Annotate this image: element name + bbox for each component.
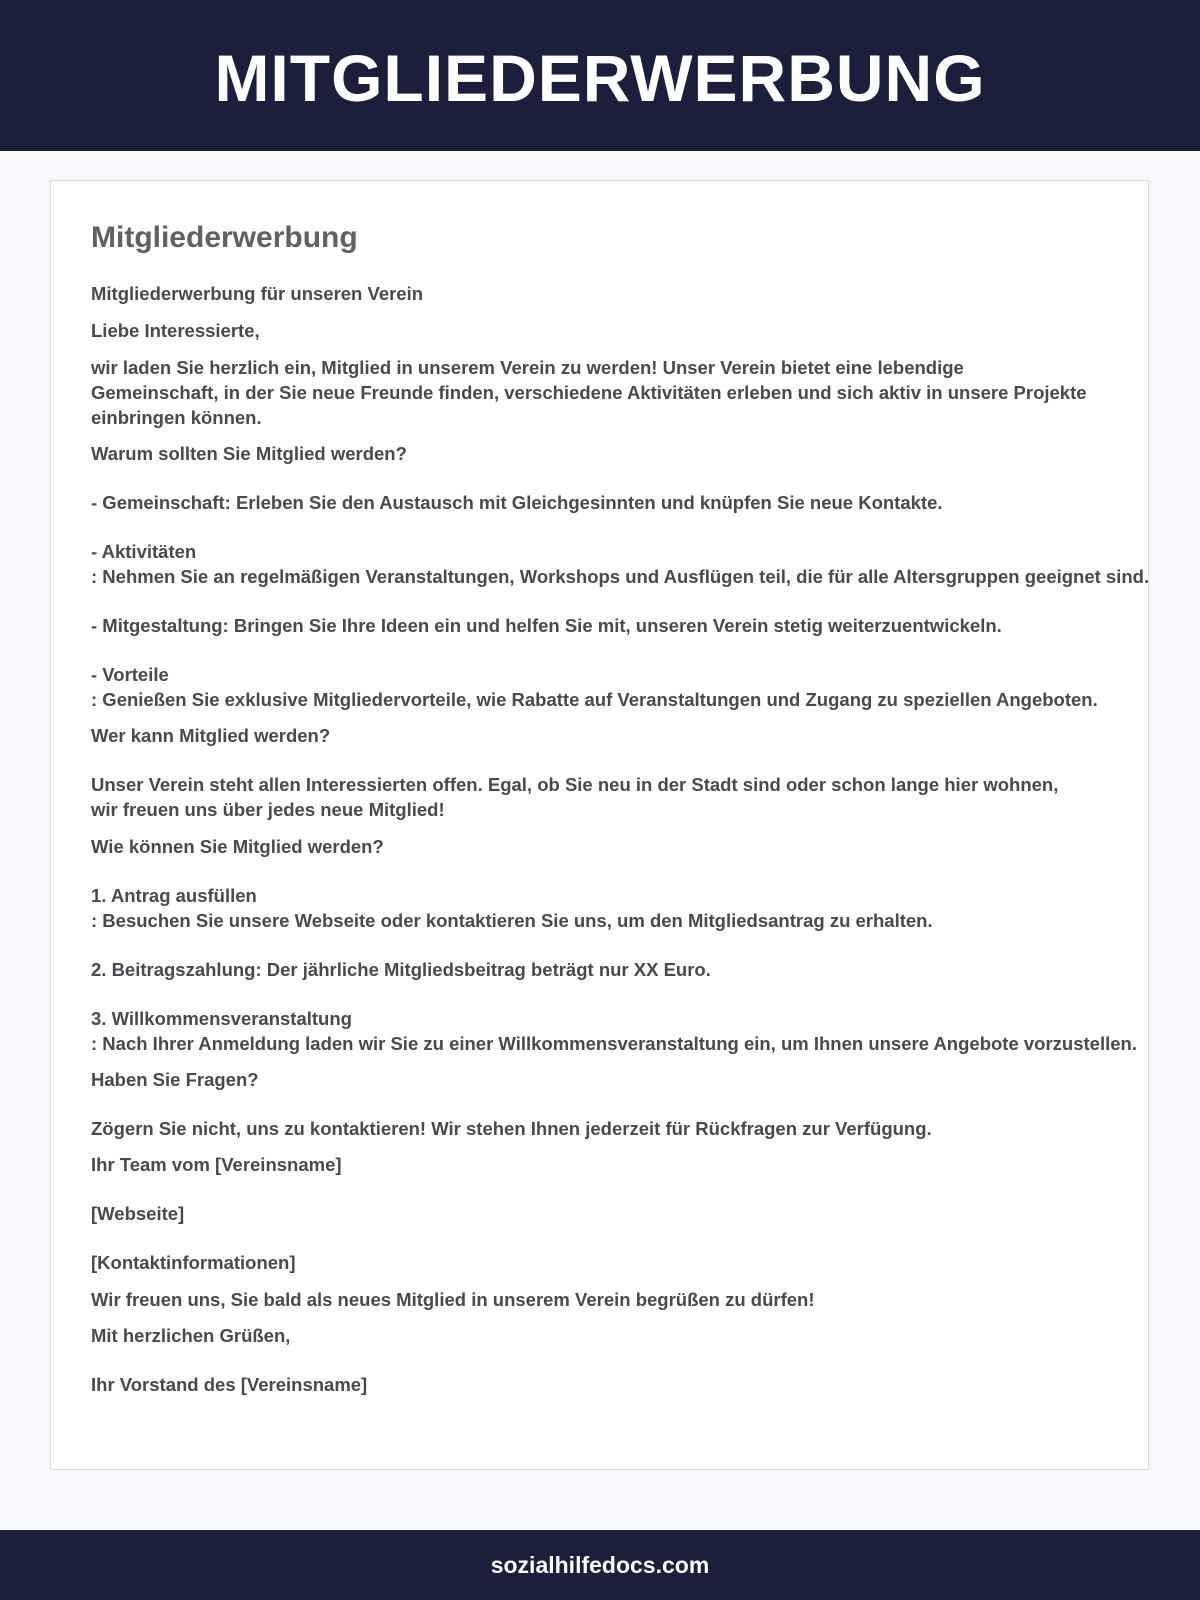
why-item-activities-label: - Aktivitäten (91, 541, 197, 562)
why-item-activities-text: : Nehmen Sie an regelmäßigen Veranstaltungen, Workshops und Ausflügen teil, die für alle Altersgruppen geeignet sind. (91, 566, 1150, 587)
intro-paragraph: wir laden Sie herzlich ein, Mitglied in unserem Verein zu werden! Unser Verein bietet eine lebendige Gemeinschaft, in der Sie neue Freunde finden, verschiedene Aktivitäten erleben und sich aktiv in unsere Projekte einbringen können. (91, 357, 1087, 428)
why-item-benefits-label: - Vorteile (91, 664, 169, 685)
who-heading: Wer kann Mitglied werden? (91, 725, 331, 746)
why-item-benefits-text: : Genießen Sie exklusive Mitgliedervorteile, wie Rabatte auf Veranstaltungen und Zugang zu speziellen Angeboten. (91, 689, 1098, 710)
site-footer (0, 1530, 1200, 1600)
how-step-application-label: 1. Antrag ausfüllen (91, 885, 257, 906)
signature: Ihr Vorstand des [Vereinsname] (91, 1374, 368, 1395)
who-paragraph: Unser Verein steht allen Interessierten offen. Egal, ob Sie neu in der Stadt sind oder schon lange hier wohnen, wir freuen uns über jedes neue Mitglied! (91, 774, 1059, 820)
contact-placeholder: [Kontaktinformationen] (91, 1252, 296, 1273)
website-placeholder: [Webseite] (91, 1203, 185, 1224)
how-step-welcome-text: : Nach Ihrer Anmeldung laden wir Sie zu einer Willkommensveranstaltung ein, um Ihnen unsere Angebote vorzustellen. (91, 1033, 1137, 1054)
how-heading: Wie können Sie Mitglied werden? (91, 836, 384, 857)
site-header (0, 0, 1200, 151)
how-step-welcome-label: 3. Willkommensveranstaltung (91, 1008, 352, 1029)
how-step-application-text: : Besuchen Sie unsere Webseite oder kontaktieren Sie uns, um den Mitgliedsantrag zu erhalten. (91, 910, 933, 931)
questions-heading: Haben Sie Fragen? (91, 1069, 259, 1090)
why-heading: Warum sollten Sie Mitglied werden? (91, 443, 407, 464)
document-card (50, 180, 1149, 1470)
document-title: Mitgliederwerbung (91, 221, 358, 254)
how-step-payment: 2. Beitragszahlung: Der jährliche Mitgliedsbeitrag beträgt nur XX Euro. (91, 959, 711, 980)
why-item-community: - Gemeinschaft: Erleben Sie den Austausch mit Gleichgesinnten und knüpfen Sie neue Kontakte. (91, 492, 943, 513)
why-item-participation: - Mitgestaltung: Bringen Sie Ihre Ideen ein und helfen Sie mit, unseren Verein stetig weiterzuentwickeln. (91, 615, 1002, 636)
regards: Mit herzlichen Grüßen, (91, 1325, 291, 1346)
questions-paragraph: Zögern Sie nicht, uns zu kontaktieren! Wir stehen Ihnen jederzeit für Rückfragen zur Verfügung. (91, 1118, 932, 1139)
document-subtitle: Mitgliederwerbung für unseren Verein (91, 283, 424, 304)
footer-site-name: sozialhilfedocs.com (490, 1551, 710, 1578)
salutation: Liebe Interessierte, (91, 320, 260, 341)
banner-title: MITGLIEDERWERBUNG (214, 40, 986, 115)
team-line: Ihr Team vom [Vereinsname] (91, 1154, 342, 1175)
closing-wish: Wir freuen uns, Sie bald als neues Mitglied in unserem Verein begrüßen zu dürfen! (91, 1289, 815, 1310)
